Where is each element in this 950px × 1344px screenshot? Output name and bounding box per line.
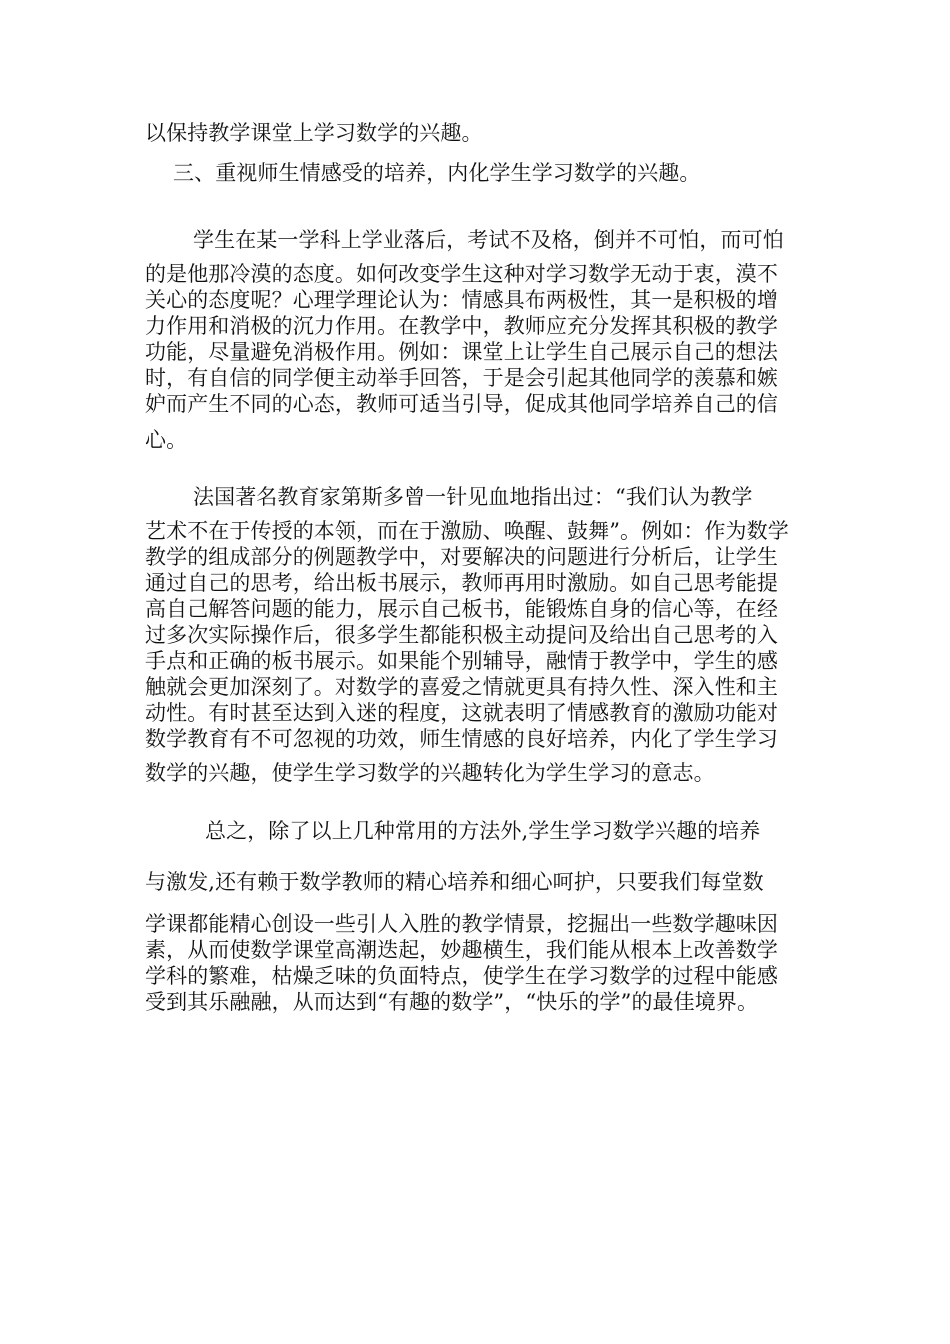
text-line: 高自己解答问题的能力，展示自己板书，能锻炼自身的信心等，在经 [145,597,778,621]
text-line: 妒而产生不同的心态，教师可适当引导，促成其他同学培养自己的信 [145,392,778,416]
text-line: 力作用和消极的沉力作用。在教学中，教师应充分发挥其积极的教学 [145,314,778,338]
text-line: 学课都能精心创设一些引人入胜的教学情景，挖掘出一些数学趣味因 [145,912,778,936]
text-line: 数学教育有不可忽视的功效，师生情感的良好培养，内化了学生学习 [145,727,778,751]
text-line: 素，从而使数学课堂高潮迭起，妙趣横生，我们能从根本上改善数学 [145,938,778,962]
text-line: 关心的态度呢？心理学理论认为：情感具布两极性，其一是积极的增 [145,288,778,312]
text-line: 以保持教学课堂上学习数学的兴趣。 [145,121,483,145]
text-line: 艺术不在于传授的本领，而在于激励、唤醒、鼓舞”。例如：作为数学 [145,519,789,543]
text-line: 学科的繁难，枯燥乏味的负面特点，使学生在学习数学的过程中能感 [145,964,778,988]
text-line: 受到其乐融融，从而达到“有趣的数学”，“快乐的学”的最佳境界。 [145,990,759,1014]
text-line: 法国著名教育家第斯多曾一针见血地指出过：“我们认为教学 [193,485,753,509]
text-line: 心。 [145,428,188,452]
text-line: 通过自己的思考，给出板书展示，教师再用时激励。如自己思考能提 [145,571,778,595]
text-line: 的是他那冷漠的态度。如何改变学生这种对学习数学无动于衷，漠不 [145,262,778,286]
text-line: 与激发,还有赖于数学教师的精心培养和细心呵护，只要我们每堂数 [145,870,764,894]
text-line: 数学的兴趣，使学生学习数学的兴趣转化为学生学习的意志。 [145,761,715,785]
text-line: 动性。有时甚至达到入迷的程度，这就表明了情感教育的激励功能对 [145,701,778,725]
text-line: 手点和正确的板书展示。如果能个别辅导，融情于教学中，学生的感 [145,649,778,673]
text-line: 教学的组成部分的例题教学中，对要解决的问题进行分析后，让学生 [145,545,778,569]
text-line: 时，有自信的同学便主动举手回答，于是会引起其他同学的羡慕和嫉 [145,366,778,390]
text-line: 功能，尽量避免消极作用。例如：课堂上让学生自己展示自己的想法 [145,340,778,364]
text-line: 过多次实际操作后，很多学生都能积极主动提问及给出自己思考的入 [145,623,778,647]
text-line: 学生在某一学科上学业落后，考试不及格，倒并不可怕，而可怕 [193,228,784,252]
section-heading: 三、重视师生情感受的培养，内化学生学习数学的兴趣。 [173,161,701,185]
text-line: 触就会更加深刻了。对数学的喜爱之情就更具有持久性、深入性和主 [145,675,778,699]
text-line: 总之，除了以上几种常用的方法外,学生学习数学兴趣的培养 [205,819,761,843]
